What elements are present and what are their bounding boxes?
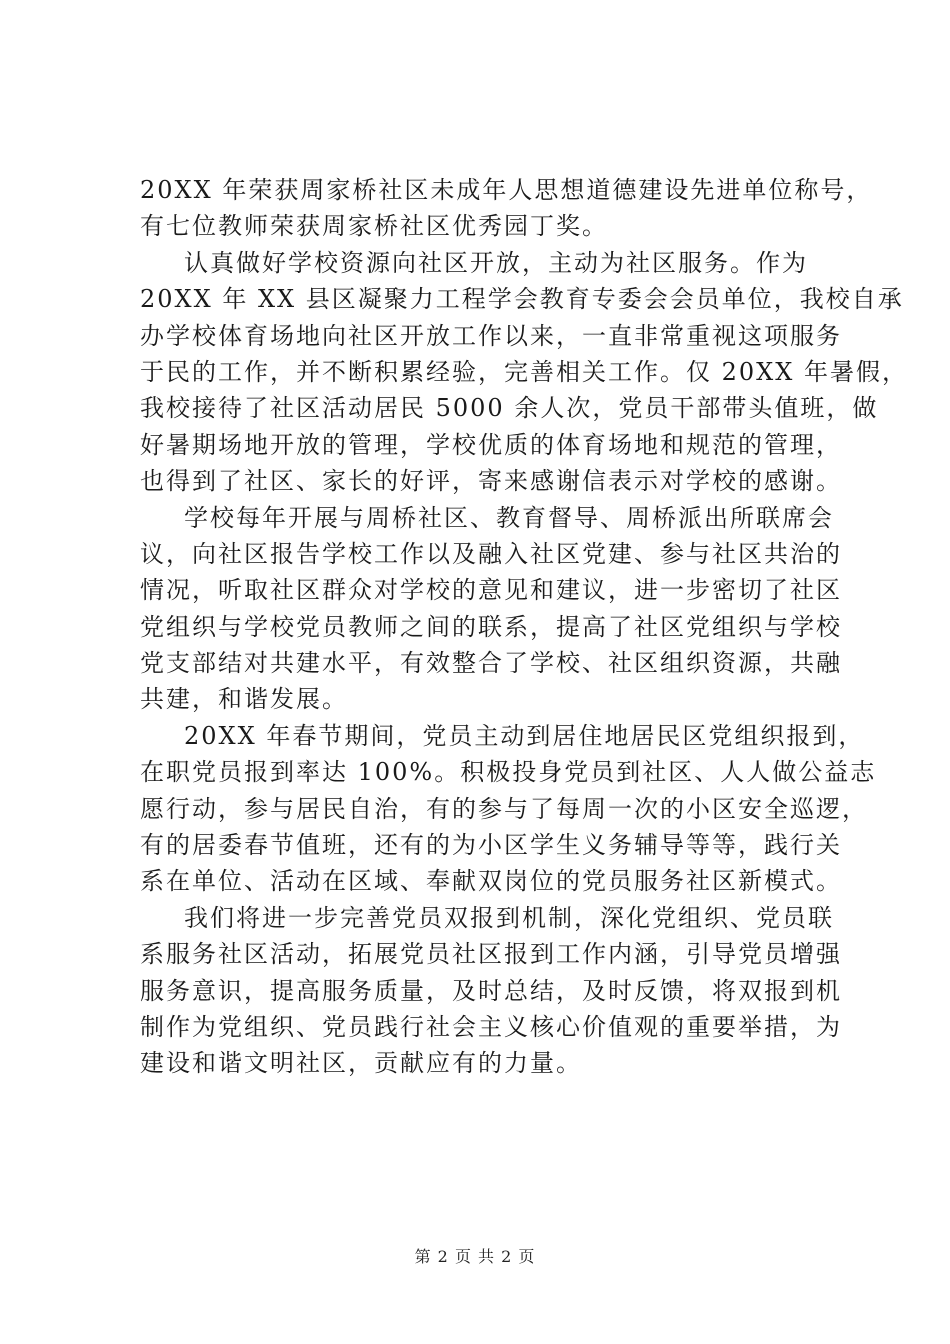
- text-line: 党组织与学校党员教师之间的联系，提高了社区党组织与学校: [140, 612, 842, 641]
- text-line: 好暑期场地开放的管理，学校优质的体育场地和规范的管理，: [140, 430, 842, 459]
- text-line: 系在单位、活动在区域、奉献双岗位的党员服务社区新模式。: [140, 867, 842, 896]
- text-line: 情况，听取社区群众对学校的意见和建议，进一步密切了社区: [140, 576, 842, 605]
- text-line: 我们将进一步完善党员双报到机制，深化党组织、党员联: [184, 903, 834, 932]
- text-line: 议，向社区报告学校工作以及融入社区党建、参与社区共治的: [140, 539, 842, 568]
- text-line: 服务意识，提高服务质量，及时总结，及时反馈，将双报到机: [140, 976, 842, 1005]
- text-line: 有七位教师荣获周家桥社区优秀园丁奖。: [140, 212, 608, 241]
- page-footer: 第 2 页 共 2 页: [414, 1247, 536, 1266]
- text-line: 20XX 年 XX 县区凝聚力工程学会教育专委会会员单位，我校自承: [140, 285, 904, 314]
- text-line: 党支部结对共建水平，有效整合了学校、社区组织资源，共融: [140, 649, 842, 678]
- text-line: 系服务社区活动，拓展党员社区报到工作内涵，引导党员增强: [140, 940, 842, 969]
- text-line: 20XX 年春节期间，党员主动到居住地居民区党组织报到，: [184, 721, 865, 750]
- text-line: 共建，和谐发展。: [140, 685, 348, 714]
- text-line: 学校每年开展与周桥社区、教育督导、周桥派出所联席会: [184, 503, 834, 532]
- text-line: 我校接待了社区活动居民 5000 余人次，党员干部带头值班，做: [140, 394, 879, 423]
- text-line: 有的居委春节值班，还有的为小区学生义务辅导等等，践行关: [140, 831, 842, 860]
- text-line: 也得到了社区、家长的好评，寄来感谢信表示对学校的感谢。: [140, 467, 842, 496]
- text-line: 在职党员报到率达 100%。积极投身党员到社区、人人做公益志: [140, 758, 877, 787]
- text-line: 建设和谐文明社区，贡献应有的力量。: [140, 1049, 582, 1078]
- text-line: 制作为党组织、党员践行社会主义核心价值观的重要举措，为: [140, 1012, 842, 1041]
- text-line: 愿行动，参与居民自治，有的参与了每周一次的小区安全巡逻，: [140, 794, 868, 823]
- text-line: 20XX 年荣获周家桥社区未成年人思想道德建设先进单位称号，: [140, 176, 873, 204]
- document-body: [140, 172, 908, 1082]
- text-line: 认真做好学校资源向社区开放，主动为社区服务。作为: [184, 248, 808, 277]
- text-line: 于民的工作，并不断积累经验，完善相关工作。仅 20XX 年暑假，: [140, 357, 908, 386]
- text-line: 办学校体育场地向社区开放工作以来，一直非常重视这项服务: [140, 321, 842, 350]
